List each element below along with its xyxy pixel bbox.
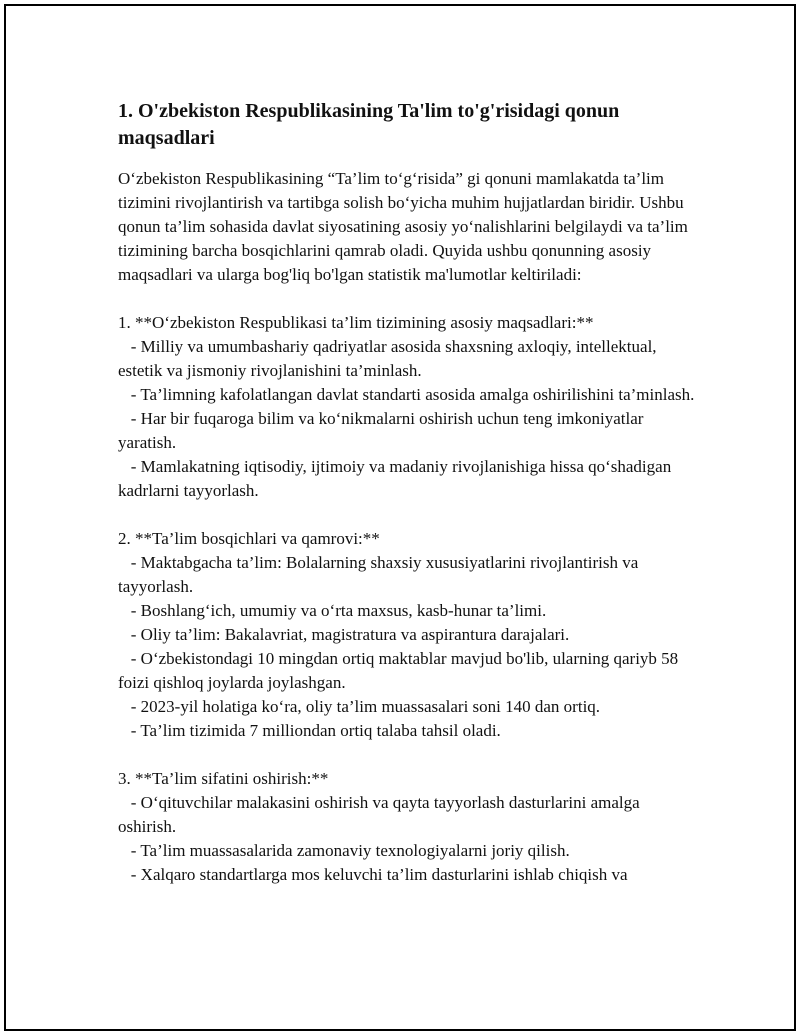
list-item: - Ta’limning kafolatlangan davlat standarti asosida amalga oshirilishini ta’minlash.: [118, 385, 695, 404]
list-item: - O‘qituvchilar malakasini oshirish va qayta tayyorlash dasturlarini amalga oshirish.: [118, 793, 644, 836]
document-body: [118, 98, 698, 887]
section-heading: 3. **Ta’lim sifatini oshirish:**: [118, 769, 329, 788]
list-item: - Milliy va umumbashariy qadriyatlar asosida shaxsning axloqiy, intellektual, estetik va jismoniy rivojlanishini ta’minlash.: [118, 337, 661, 380]
list-item: - Mamlakatning iqtisodiy, ijtimoiy va madaniy rivojlanishiga hissa qo‘shadigan kadrlarni tayyorlash.: [118, 457, 676, 500]
list-item: - O‘zbekistondagi 10 mingdan ortiq maktablar mavjud bo'lib, ularning qariyb 58 foizi qishloq joylarda joylashgan.: [118, 649, 683, 692]
intro-paragraph: O‘zbekiston Respublikasining “Ta’lim to‘g‘risida” gi qonuni mamlakatda ta’lim tizimini rivojlantirish va tartibga solish bo‘yicha muhim hujjatlardan biridir. Ushbu qonun ta’lim sohasida davlat siyosatining asosiy yo‘nalishlarini belgilaydi va ta’lim tizimining barcha bosqichlarini qamrab oladi. Quyida ushbu qonunning asosiy maqsadlari va ularga bog'liq bo'lgan statistik ma'lumotlar keltiriladi:: [118, 169, 688, 284]
section-quality: [118, 767, 698, 887]
list-item: - Boshlang‘ich, umumiy va o‘rta maxsus, kasb-hunar ta’limi.: [118, 601, 547, 620]
list-item: - Ta’lim muassasalarida zamonaviy texnologiyalarni joriy qilish.: [118, 841, 570, 860]
section-goals: [118, 311, 698, 503]
list-item: - Har bir fuqaroga bilim va ko‘nikmalarni oshirish uchun teng imkoniyatlar yaratish.: [118, 409, 648, 452]
section-heading: 1. **O‘zbekiston Respublikasi ta’lim tizimining asosiy maqsadlari:**: [118, 313, 594, 332]
list-item: - Maktabgacha ta’lim: Bolalarning shaxsiy xususiyatlarini rivojlantirish va tayyorlash.: [118, 553, 643, 596]
document-title: 1. O'zbekiston Respublikasining Ta'lim to'g'risidagi qonun maqsadlari: [118, 100, 620, 149]
list-item: - Oliy ta’lim: Bakalavriat, magistratura va aspirantura darajalari.: [118, 625, 570, 644]
list-item: - Ta’lim tizimida 7 milliondan ortiq talaba tahsil oladi.: [118, 721, 501, 740]
page-frame: [4, 4, 796, 1031]
list-item: - Xalqaro standartlarga mos keluvchi ta’lim dasturlarini ishlab chiqish va: [118, 865, 628, 884]
list-item: - 2023-yil holatiga ko‘ra, oliy ta’lim muassasalari soni 140 dan ortiq.: [118, 697, 601, 716]
section-heading: 2. **Ta’lim bosqichlari va qamrovi:**: [118, 529, 380, 548]
section-stages: [118, 527, 698, 743]
